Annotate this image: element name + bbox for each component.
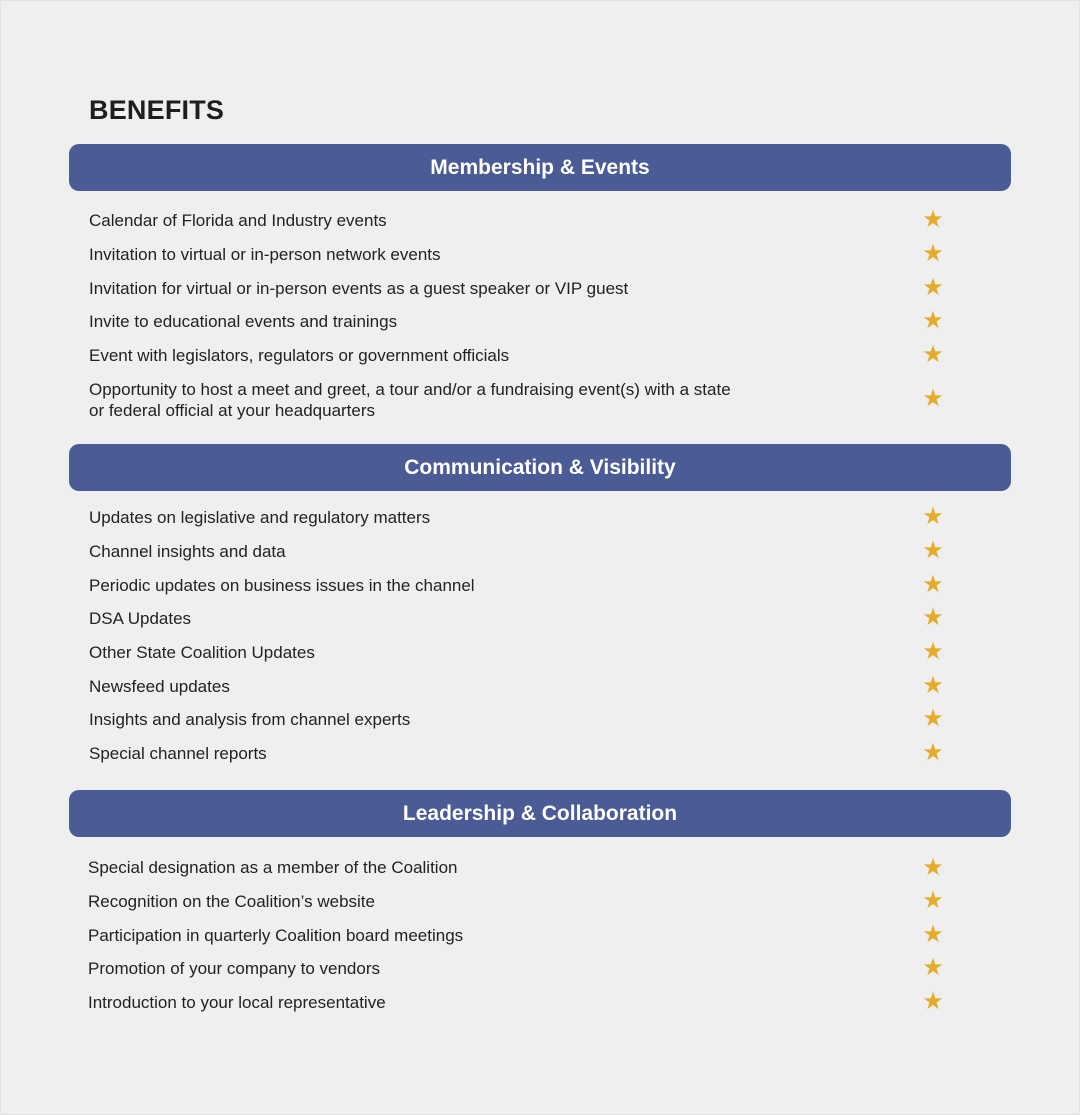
- benefit-label: Insights and analysis from channel experts: [89, 710, 411, 729]
- benefit-label: Opportunity to host a meet and greet, a tour and/or a fundraising event(s) with a state or federal official at your headquarters: [89, 380, 731, 420]
- star-icon: ★: [922, 604, 944, 631]
- star-icon: ★: [922, 274, 944, 301]
- benefit-item: [89, 638, 969, 665]
- benefit-item: [89, 705, 969, 732]
- benefit-item: [89, 341, 969, 368]
- star-icon: ★: [922, 503, 944, 530]
- star-icon: ★: [922, 206, 944, 233]
- star-icon: ★: [922, 240, 944, 267]
- benefit-item: [88, 887, 968, 914]
- page-title: BENEFITS: [89, 95, 225, 125]
- benefit-label: Invitation for virtual or in-person events as a guest speaker or VIP guest: [89, 279, 629, 298]
- benefit-item: [88, 954, 968, 981]
- star-icon: ★: [922, 638, 944, 665]
- star-icon: ★: [922, 341, 944, 368]
- benefit-item: [89, 672, 969, 699]
- star-icon: ★: [922, 739, 944, 766]
- benefit-label: Special designation as a member of the Coalition: [88, 858, 458, 877]
- benefit-item: [88, 988, 968, 1015]
- benefit-item: [88, 921, 968, 948]
- benefit-label: Event with legislators, regulators or government officials: [89, 346, 510, 365]
- benefit-label: Newsfeed updates: [89, 677, 230, 696]
- star-icon: ★: [922, 705, 944, 732]
- benefit-label: Updates on legislative and regulatory matters: [89, 508, 431, 527]
- benefit-label: Invitation to virtual or in-person network events: [89, 245, 441, 264]
- benefit-label: Introduction to your local representative: [88, 993, 386, 1012]
- benefit-item: [89, 503, 969, 530]
- star-icon: ★: [922, 571, 944, 598]
- benefit-item: [89, 379, 969, 421]
- star-icon: ★: [922, 307, 944, 334]
- benefit-label: Channel insights and data: [89, 542, 286, 561]
- benefit-label: Participation in quarterly Coalition board meetings: [88, 926, 464, 945]
- benefit-item: [89, 307, 969, 334]
- benefit-item: [89, 739, 969, 766]
- benefit-label: Invite to educational events and trainings: [89, 312, 398, 331]
- benefit-item: [89, 274, 969, 301]
- benefit-label: Periodic updates on business issues in the channel: [89, 576, 475, 595]
- benefit-label: DSA Updates: [89, 609, 192, 628]
- star-icon: ★: [922, 385, 944, 412]
- star-icon: ★: [922, 854, 944, 881]
- benefit-item: [88, 854, 968, 881]
- star-icon: ★: [922, 537, 944, 564]
- section-header-communication-visibility: Communication & Visibility: [69, 444, 1011, 491]
- section-header-leadership-collaboration: Leadership & Collaboration: [69, 790, 1011, 837]
- benefit-item: [89, 537, 969, 564]
- benefit-item: [89, 206, 969, 233]
- star-icon: ★: [922, 988, 944, 1015]
- star-icon: ★: [922, 887, 944, 914]
- star-icon: ★: [922, 672, 944, 699]
- benefit-label: Special channel reports: [89, 744, 267, 763]
- star-icon: ★: [922, 921, 944, 948]
- benefit-item: [89, 604, 969, 631]
- benefit-label: Recognition on the Coalition’s website: [88, 892, 375, 911]
- benefit-label: Calendar of Florida and Industry events: [89, 211, 387, 230]
- benefit-label: Other State Coalition Updates: [89, 643, 315, 662]
- section-header-membership-events: Membership & Events: [69, 144, 1011, 191]
- benefit-label: Promotion of your company to vendors: [88, 959, 380, 978]
- benefit-item: [89, 240, 969, 267]
- star-icon: ★: [922, 954, 944, 981]
- benefit-item: [89, 571, 969, 598]
